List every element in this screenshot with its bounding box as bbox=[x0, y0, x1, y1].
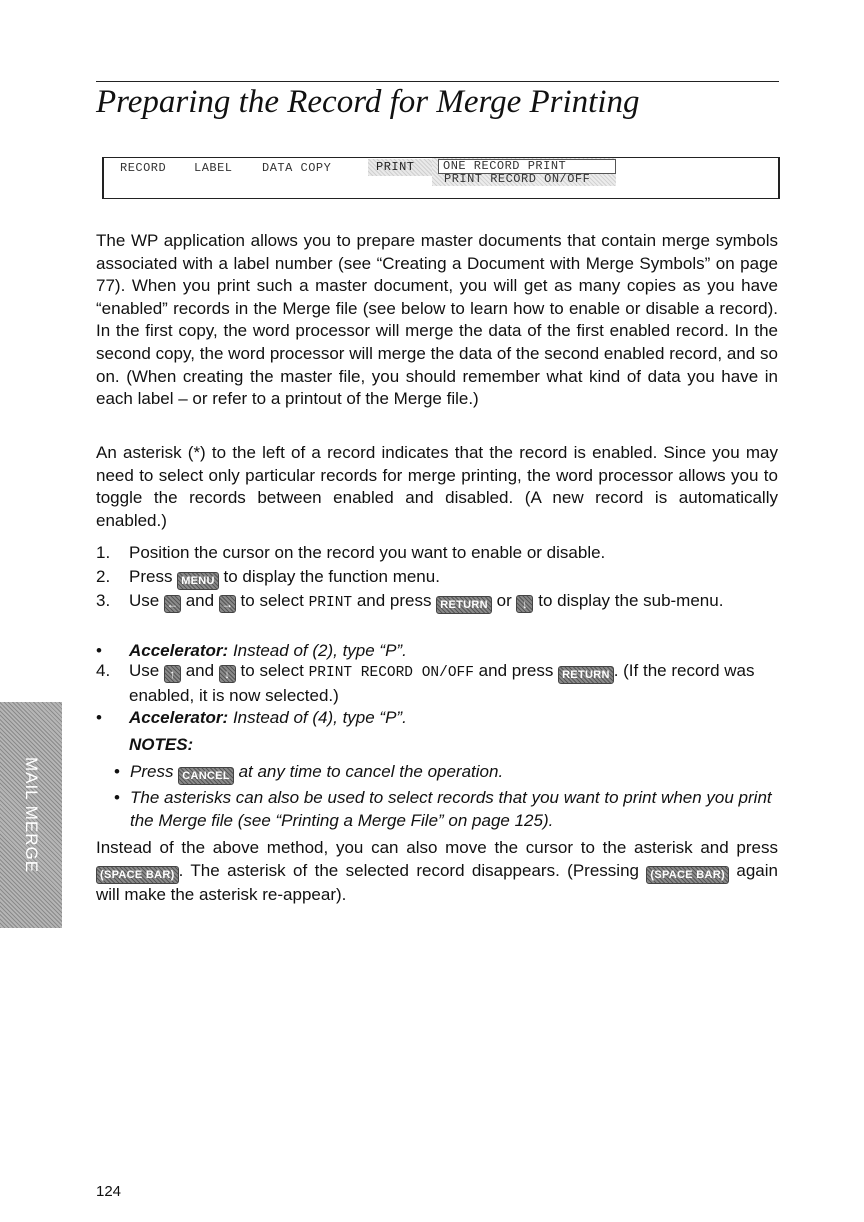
step-text: to display the function menu. bbox=[223, 567, 440, 586]
print-submenu bbox=[432, 158, 616, 186]
step-text: and press bbox=[478, 661, 554, 680]
intro-paragraph: The WP application allows you to prepare master documents that contain merge symbols associated with a label number (see “Creating a Document with Merge Symbols” on page 77). When you print such a master document, you will get as many copies as you have “enabled” records in the Merge file (see below to learn how to enable or disable a record). In the first copy, the word processor will merge the data of the first enabled record. In the second copy, the word processor will merge the data of the second enabled record, and so on. (When creating the master file, you should remember what kind of data you have in each label – or refer to a printout of the Merge file.) bbox=[96, 231, 778, 409]
step-text: Use bbox=[129, 591, 160, 610]
menu-item-data-copy: DATA COPY bbox=[262, 161, 332, 175]
step-text: and press bbox=[356, 591, 432, 610]
bullet: • bbox=[114, 788, 120, 807]
note-text: The asterisks can also be used to select records that you want to print when you print the Merge file (see “Printing a Merge File” on page 125). bbox=[130, 788, 772, 830]
menu-item-record: RECORD bbox=[120, 161, 167, 175]
arrow-down-icon: ↓ bbox=[516, 595, 533, 613]
step-text: to select bbox=[240, 591, 304, 610]
arrow-left-icon: ← bbox=[164, 595, 181, 613]
menu-item-print: PRINT bbox=[368, 159, 440, 176]
menu-item-label: LABEL bbox=[194, 161, 233, 175]
asterisk-paragraph: An asterisk (*) to the left of a record indicates that the record is enabled. Since you may need to select only particular records for merge printing, the word processor allows you to toggle the records between enabled and disabled. (A new record is automatically enabled.) bbox=[96, 443, 778, 530]
step-number: 1. bbox=[96, 543, 111, 562]
paragraph-text: . The asterisk of the selected record disappears. (Pressing bbox=[178, 860, 639, 880]
paragraph-text: again will make the asterisk re-appear). bbox=[96, 860, 778, 904]
step-text: and bbox=[185, 591, 215, 610]
space-bar-paragraph bbox=[96, 837, 778, 906]
top-rule bbox=[96, 81, 779, 82]
step-text: or bbox=[496, 591, 512, 610]
arrow-right-icon: → bbox=[219, 595, 236, 613]
cancel-key: CANCEL bbox=[178, 767, 234, 785]
step-text: to display the sub-menu. bbox=[538, 591, 724, 610]
accelerator-label: Accelerator: bbox=[129, 641, 229, 660]
arrow-down-icon: ↓ bbox=[219, 665, 236, 683]
step-text: Position the cursor on the record you want to enable or disable. bbox=[129, 543, 606, 562]
bullet: • bbox=[114, 762, 120, 781]
menu-key: MENU bbox=[177, 572, 219, 590]
submenu-item-one-record-print: ONE RECORD PRINT bbox=[438, 159, 616, 174]
note-text: Press bbox=[130, 762, 174, 781]
notes-heading: NOTES: bbox=[129, 735, 194, 754]
submenu-item-print-record-on-off: PRINT RECORD ON/OFF bbox=[444, 172, 591, 186]
step-text: Press bbox=[129, 567, 173, 586]
step-text: Use bbox=[129, 661, 160, 680]
space-bar-key: (SPACE BAR) bbox=[96, 866, 179, 884]
paragraph-text: Instead of the above method, you can also move the cursor to the asterisk and press bbox=[96, 838, 778, 857]
bullet: • bbox=[96, 641, 102, 660]
step-text: to select bbox=[240, 661, 304, 680]
accelerator-text: Instead of (2), type “P”. bbox=[232, 641, 407, 660]
section-side-tab bbox=[0, 702, 62, 928]
step-number: 2. bbox=[96, 567, 111, 586]
arrow-up-icon: ↑ bbox=[164, 665, 181, 683]
accelerator-label: Accelerator: bbox=[129, 708, 229, 727]
step-number: 3. bbox=[96, 591, 111, 610]
code-print: PRINT bbox=[308, 595, 353, 611]
bullet: • bbox=[96, 708, 102, 727]
step-text: . (If the record was enabled, it is now selected.) bbox=[129, 661, 755, 705]
step-text: and bbox=[185, 661, 215, 680]
return-key: RETURN bbox=[436, 596, 492, 614]
space-bar-key: (SPACE BAR) bbox=[646, 866, 729, 884]
accelerator-text: Instead of (4), type “P”. bbox=[232, 708, 407, 727]
return-key: RETURN bbox=[558, 666, 614, 684]
page-title: Preparing the Record for Merge Printing bbox=[96, 84, 640, 120]
note-text: at any time to cancel the operation. bbox=[238, 762, 504, 781]
step-number: 4. bbox=[96, 661, 111, 680]
page-number: 124 bbox=[96, 1183, 122, 1200]
side-tab-label: MAIL MERGE bbox=[22, 756, 41, 874]
code-print-record-on-off: PRINT RECORD ON/OFF bbox=[308, 665, 474, 681]
menu-bar-illustration bbox=[102, 157, 780, 199]
